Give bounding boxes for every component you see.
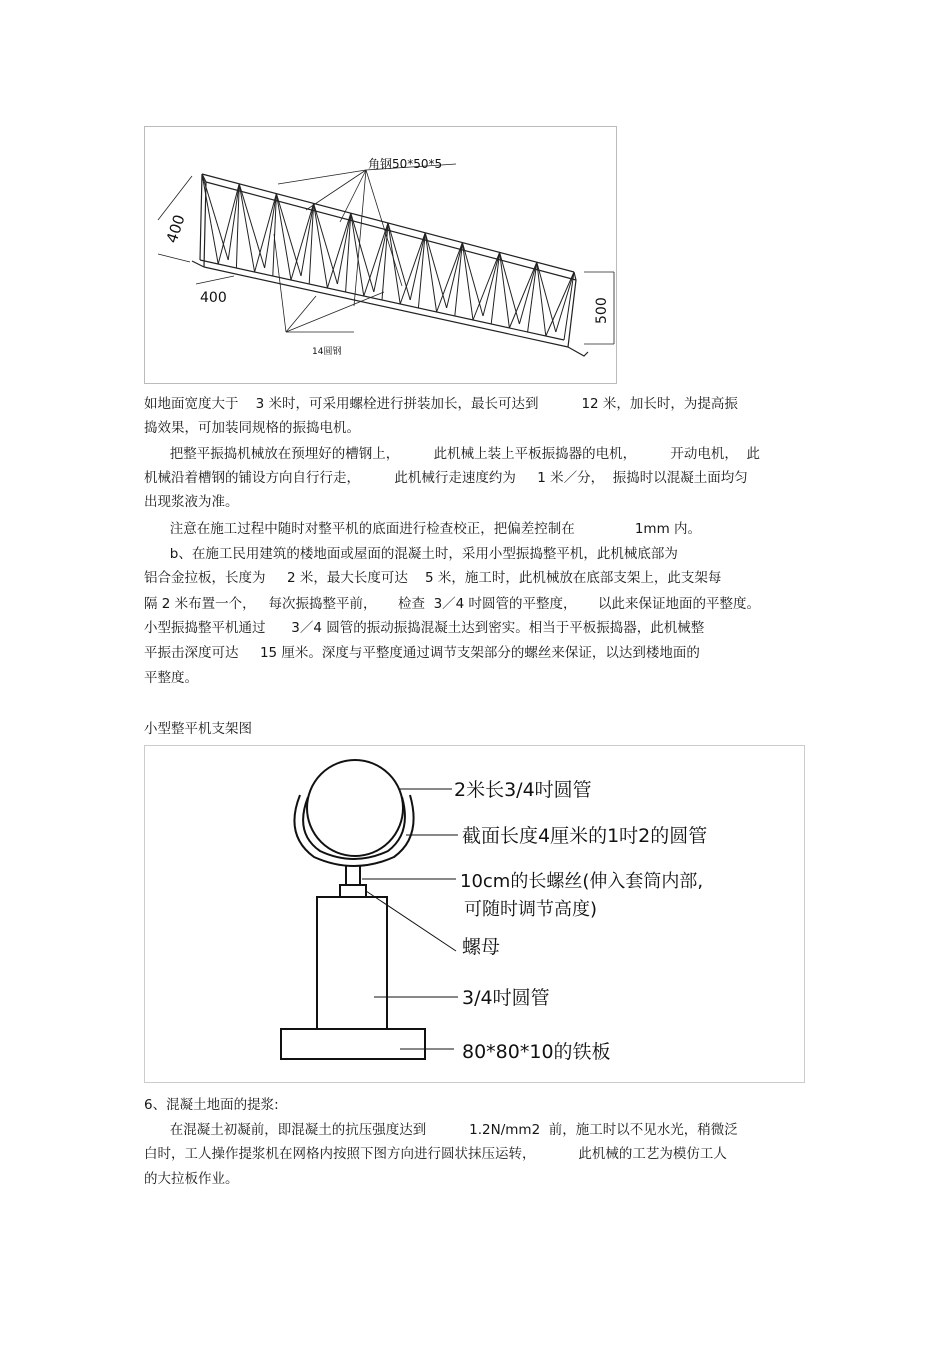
text-line: 在混凝土初凝前，即混凝土的抗压强度达到 1.2N/mm2 前，施工时以不见水光，稍微泛 (144, 1122, 738, 1138)
truss-web-member (364, 223, 388, 296)
text-line: 的大拉板作业。 (144, 1171, 239, 1187)
truss-web-member (388, 223, 410, 300)
label-section-pipe: 截面长度4厘米的1吋2的圆管 (462, 825, 708, 847)
text-line: 捣效果，可加装同规格的振捣电机。 (144, 420, 360, 436)
section-heading: 6、混凝土地面的提浆: (144, 1097, 279, 1113)
truss-vertical-member (418, 233, 425, 308)
angle-steel-label: 角钢50*50*5 (368, 157, 443, 171)
text-line: 隔 2 米布置一个， 每次振捣整平前， 检查 3／4 吋圆管的平整度， 以此来保证地面的平整度。 (144, 596, 761, 612)
text-line: 平整度。 (144, 670, 198, 686)
truss-web-member (400, 233, 425, 304)
truss-web-member (351, 213, 364, 296)
truss-web-member (314, 203, 328, 288)
truss-diagram (144, 126, 617, 384)
label-iron-plate: 80*80*10的铁板 (462, 1041, 611, 1063)
truss-web-member (519, 262, 536, 324)
truss-web-member (447, 243, 463, 308)
truss-web-member (218, 184, 239, 264)
truss-web-member (462, 243, 483, 316)
text-line: 小型振捣整平机通过 3／4 圆管的振动振捣混凝土达到密实。相当于平板振捣器，此机械整 (144, 620, 705, 636)
label-adjust-height: 可随时调节高度) (464, 899, 598, 920)
truss-web-member (425, 233, 436, 312)
dim-400-side: 400 (162, 212, 189, 246)
truss-web-member (537, 262, 546, 336)
dim-500: 500 (594, 297, 610, 324)
label-long-screw: 10cm的长螺丝(伸入套筒内部, (460, 871, 704, 892)
text-line: 把整平振捣机械放在预埋好的槽钢上， 此机械上装上平板振捣器的电机， 开动电机， 此 (144, 446, 760, 462)
text-line: 出现浆液为准。 (144, 494, 239, 510)
truss-web-member (483, 252, 500, 316)
dim-400-bottom: 400 (200, 290, 227, 306)
text-line: 白时，工人操作提浆机在网格内按照下图方向进行圆状抹压运转， 此机械的工艺为模仿工人 (144, 1146, 727, 1162)
text-line: 机械沿着槽钢的铺设方向自行行走， 此机械行走速度约为 1 米／分， 振捣时以混凝土面均匀 (144, 470, 748, 486)
truss-web-member (410, 233, 425, 300)
label-pipe-34: 3/4吋圆管 (462, 987, 550, 1009)
truss-web-member (388, 223, 400, 304)
text-line: 铝合金拉板，长度为 2 米，最大长度可达 5 米，施工时，此机械放在底部支架上，此支架每 (144, 570, 722, 586)
figure-caption: 小型整平机支架图 (144, 721, 252, 737)
round-steel-label: 14圆钢 (312, 347, 342, 357)
support-figure (144, 745, 805, 1083)
truss-web-member (425, 233, 446, 308)
support-diagram (144, 745, 805, 1083)
truss-vertical-member (382, 223, 388, 300)
truss-web-member (500, 252, 520, 324)
text-line: 如地面宽度大于 3 米时，可采用螺栓进行拼装加长，最长可达到 12 米，加长时，为提高振 (144, 396, 738, 412)
text-line: 注意在施工过程中随时对整平机的底面进行检查校正，把偏差控制在 1mm 内。 (144, 521, 702, 537)
truss-figure (144, 126, 617, 384)
label-pipe-2m: 2米长3/4吋圆管 (454, 779, 592, 801)
label-nut: 螺母 (462, 936, 501, 958)
text-line: b、在施工民用建筑的楼地面或屋面的混凝土时，采用小型振捣整平机，此机械底部为 (144, 546, 678, 562)
truss-web-member (462, 243, 473, 320)
text-line: 平振击深度可达 15 厘米。深度与平整度通过调节支架部分的螺丝来保证，以达到楼地面的 (144, 645, 700, 661)
truss-web-member (500, 252, 510, 328)
